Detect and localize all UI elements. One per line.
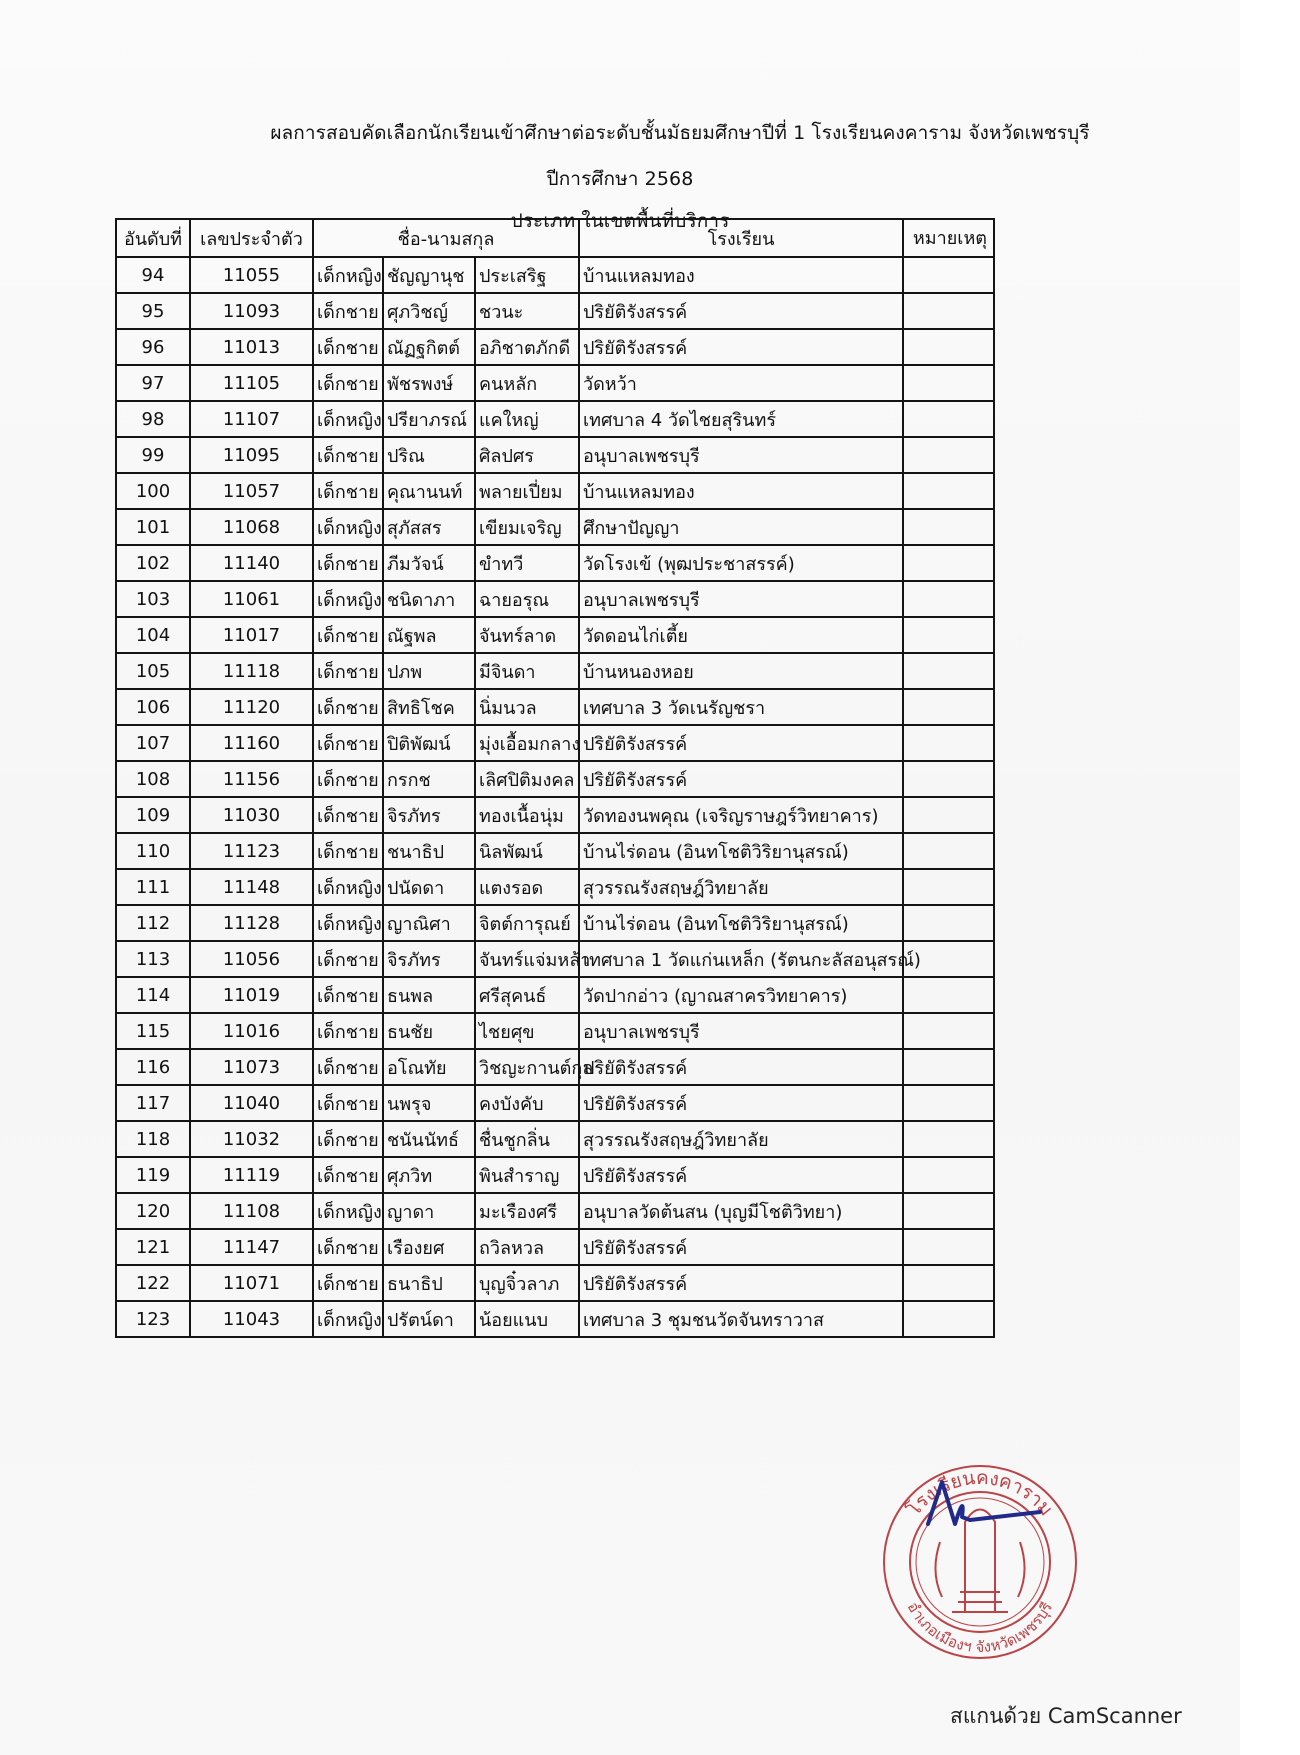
first-name-cell: ญาดา [383, 1193, 475, 1229]
student-id-cell: 11030 [190, 797, 313, 833]
table-row [116, 725, 994, 761]
first-name-cell: ปรียาภรณ์ [383, 401, 475, 437]
first-name-cell: สุภัสสร [383, 509, 475, 545]
last-name-cell: วิชญะกานต์กุล [475, 1049, 579, 1085]
table-row [116, 473, 994, 509]
last-name-cell: เลิศปิติมงคล [475, 761, 579, 797]
rank-cell: 103 [116, 581, 190, 617]
table-row [116, 689, 994, 725]
name-title-cell: เด็กชาย [313, 1157, 383, 1193]
first-name-cell: ปริณ [383, 437, 475, 473]
note-cell [903, 365, 994, 401]
note-cell [903, 257, 994, 293]
results-table [115, 218, 995, 1338]
first-name-cell: อโณทัย [383, 1049, 475, 1085]
name-title-cell: เด็กชาย [313, 473, 383, 509]
note-cell [903, 1265, 994, 1301]
first-name-cell: ธนาธิป [383, 1265, 475, 1301]
school-cell: ปริยัติรังสรรค์ [579, 293, 903, 329]
student-id-cell: 11061 [190, 581, 313, 617]
student-id-cell: 11118 [190, 653, 313, 689]
first-name-cell: ศุภวิชญ์ [383, 293, 475, 329]
note-cell [903, 689, 994, 725]
school-cell: เทศบาล 3 ชุมชนวัดจันทราวาส [579, 1301, 903, 1337]
table-row [116, 905, 994, 941]
note-cell [903, 1193, 994, 1229]
student-id-cell: 11107 [190, 401, 313, 437]
last-name-cell: มีจินดา [475, 653, 579, 689]
seal-bottom-text: อำเภอเมืองฯ จังหวัดเพชรบุรี [903, 1598, 1057, 1657]
note-cell [903, 437, 994, 473]
header-note: หมายเหตุ [903, 219, 994, 257]
note-cell [903, 1121, 994, 1157]
school-cell: ปริยัติรังสรรค์ [579, 329, 903, 365]
note-cell [903, 653, 994, 689]
last-name-cell: ถวิลหวล [475, 1229, 579, 1265]
first-name-cell: ชนันนัทธ์ [383, 1121, 475, 1157]
note-cell [903, 581, 994, 617]
first-name-cell: ชัญญานุช [383, 257, 475, 293]
first-name-cell: ธนพล [383, 977, 475, 1013]
table-row [116, 1085, 994, 1121]
school-cell: วัดทองนพคุณ (เจริญราษฎร์วิทยาคาร) [579, 797, 903, 833]
first-name-cell: นพรุจ [383, 1085, 475, 1121]
table-row [116, 977, 994, 1013]
first-name-cell: จิรภัทร [383, 941, 475, 977]
name-title-cell: เด็กชาย [313, 329, 383, 365]
first-name-cell: พัชรพงษ์ [383, 365, 475, 401]
last-name-cell: พลายเปี่ยม [475, 473, 579, 509]
rank-cell: 121 [116, 1229, 190, 1265]
first-name-cell: เรืองยศ [383, 1229, 475, 1265]
school-cell: อนุบาลเพชรบุรี [579, 437, 903, 473]
name-title-cell: เด็กชาย [313, 1229, 383, 1265]
note-cell [903, 761, 994, 797]
name-title-cell: เด็กหญิง [313, 1193, 383, 1229]
note-cell [903, 545, 994, 581]
rank-cell: 101 [116, 509, 190, 545]
first-name-cell: ปนัดดา [383, 869, 475, 905]
last-name-cell: มุ่งเอื้อมกลาง [475, 725, 579, 761]
name-title-cell: เด็กหญิง [313, 1301, 383, 1337]
student-id-cell: 11120 [190, 689, 313, 725]
first-name-cell: ภีมวัจน์ [383, 545, 475, 581]
rank-cell: 122 [116, 1265, 190, 1301]
name-title-cell: เด็กชาย [313, 365, 383, 401]
rank-cell: 118 [116, 1121, 190, 1157]
table-row [116, 1049, 994, 1085]
rank-cell: 111 [116, 869, 190, 905]
school-cell: เทศบาล 3 วัดเนรัญชรา [579, 689, 903, 725]
rank-cell: 105 [116, 653, 190, 689]
table-row [116, 581, 994, 617]
name-title-cell: เด็กหญิง [313, 401, 383, 437]
last-name-cell: คนหลัก [475, 365, 579, 401]
rank-cell: 95 [116, 293, 190, 329]
last-name-cell: ชวนะ [475, 293, 579, 329]
note-cell [903, 473, 994, 509]
table-row [116, 1193, 994, 1229]
first-name-cell: ชนิดาภา [383, 581, 475, 617]
rank-cell: 112 [116, 905, 190, 941]
first-name-cell: ปรัตน์ดา [383, 1301, 475, 1337]
table-row [116, 1265, 994, 1301]
rank-cell: 100 [116, 473, 190, 509]
school-cell: อนุบาลวัดต้นสน (บุญมีโชติวิทยา) [579, 1193, 903, 1229]
note-cell [903, 509, 994, 545]
student-id-cell: 11013 [190, 329, 313, 365]
note-cell [903, 401, 994, 437]
name-title-cell: เด็กชาย [313, 437, 383, 473]
table-row [116, 1301, 994, 1337]
note-cell [903, 1301, 994, 1337]
table-row [116, 869, 994, 905]
school-cell: บ้านไร่ดอน (อินทโชติวิริยานุสรณ์) [579, 905, 903, 941]
student-id-cell: 11128 [190, 905, 313, 941]
student-id-cell: 11148 [190, 869, 313, 905]
school-cell: ปริยัติรังสรรค์ [579, 725, 903, 761]
name-title-cell: เด็กชาย [313, 1085, 383, 1121]
table-row [116, 257, 994, 293]
table-row [116, 1229, 994, 1265]
name-title-cell: เด็กชาย [313, 1049, 383, 1085]
table-row [116, 761, 994, 797]
rank-cell: 106 [116, 689, 190, 725]
header-school: โรงเรียน [579, 219, 903, 257]
school-cell: เทศบาล 1 วัดแก่นเหล็ก (รัตนกะลัสอนุสรณ์) [579, 941, 903, 977]
rank-cell: 123 [116, 1301, 190, 1337]
rank-cell: 107 [116, 725, 190, 761]
note-cell [903, 833, 994, 869]
rank-cell: 102 [116, 545, 190, 581]
name-title-cell: เด็กชาย [313, 1013, 383, 1049]
school-cell: ปริยัติรังสรรค์ [579, 1229, 903, 1265]
rank-cell: 120 [116, 1193, 190, 1229]
name-title-cell: เด็กชาย [313, 1121, 383, 1157]
note-cell [903, 293, 994, 329]
first-name-cell: ญาณิศา [383, 905, 475, 941]
note-cell [903, 329, 994, 365]
school-cell: ปริยัติรังสรรค์ [579, 1049, 903, 1085]
last-name-cell: พินสำราญ [475, 1157, 579, 1193]
table-row [116, 653, 994, 689]
first-name-cell: จิรภัทร [383, 797, 475, 833]
camscanner-watermark: สแกนด้วย CamScanner [950, 1704, 1182, 1728]
student-id-cell: 11017 [190, 617, 313, 653]
student-id-cell: 11123 [190, 833, 313, 869]
note-cell [903, 905, 994, 941]
note-cell [903, 1013, 994, 1049]
last-name-cell: แคใหญ่ [475, 401, 579, 437]
school-cell: อนุบาลเพชรบุรี [579, 1013, 903, 1049]
last-name-cell: ไชยศุข [475, 1013, 579, 1049]
school-cell: บ้านแหลมทอง [579, 257, 903, 293]
first-name-cell: สิทธิโชค [383, 689, 475, 725]
note-cell [903, 1049, 994, 1085]
student-id-cell: 11095 [190, 437, 313, 473]
table-row [116, 797, 994, 833]
first-name-cell: ชนาธิป [383, 833, 475, 869]
note-cell [903, 977, 994, 1013]
table-row [116, 941, 994, 977]
rank-cell: 119 [116, 1157, 190, 1193]
last-name-cell: ทองเนื้อนุ่ม [475, 797, 579, 833]
student-id-cell: 11056 [190, 941, 313, 977]
rank-cell: 115 [116, 1013, 190, 1049]
last-name-cell: น้อยแนบ [475, 1301, 579, 1337]
name-title-cell: เด็กหญิง [313, 869, 383, 905]
school-cell: เทศบาล 4 วัดไชยสุรินทร์ [579, 401, 903, 437]
last-name-cell: ฉายอรุณ [475, 581, 579, 617]
rank-cell: 109 [116, 797, 190, 833]
student-id-cell: 11071 [190, 1265, 313, 1301]
note-cell [903, 1085, 994, 1121]
name-title-cell: เด็กชาย [313, 1265, 383, 1301]
student-id-cell: 11156 [190, 761, 313, 797]
category-subtitle: ประเภท ในเขตพื้นที่บริการ [510, 210, 730, 232]
last-name-cell: ชื่นชูกลิ่น [475, 1121, 579, 1157]
rank-cell: 114 [116, 977, 190, 1013]
rank-cell: 94 [116, 257, 190, 293]
school-cell: สุวรรณรังสฤษฎ์วิทยาลัย [579, 1121, 903, 1157]
rank-cell: 113 [116, 941, 190, 977]
name-title-cell: เด็กชาย [313, 833, 383, 869]
table-row [116, 1157, 994, 1193]
school-cell: วัดโรงเข้ (พุฒประชาสรรค์) [579, 545, 903, 581]
rank-cell: 108 [116, 761, 190, 797]
student-id-cell: 11068 [190, 509, 313, 545]
first-name-cell: ศุภวิท [383, 1157, 475, 1193]
last-name-cell: จันทร์ลาด [475, 617, 579, 653]
header-student-id: เลขประจำตัว [190, 219, 313, 257]
student-id-cell: 11043 [190, 1301, 313, 1337]
note-cell [903, 1157, 994, 1193]
name-title-cell: เด็กหญิง [313, 905, 383, 941]
last-name-cell: จิตต์การุณย์ [475, 905, 579, 941]
rank-cell: 110 [116, 833, 190, 869]
first-name-cell: ณัฏฐกิตต์ [383, 329, 475, 365]
school-cell: อนุบาลเพชรบุรี [579, 581, 903, 617]
last-name-cell: อภิชาตภักดี [475, 329, 579, 365]
name-title-cell: เด็กชาย [313, 617, 383, 653]
school-cell: ศึกษาปัญญา [579, 509, 903, 545]
name-title-cell: เด็กหญิง [313, 581, 383, 617]
last-name-cell: คงบังคับ [475, 1085, 579, 1121]
student-id-cell: 11105 [190, 365, 313, 401]
name-title-cell: เด็กหญิง [313, 257, 383, 293]
table-row [116, 509, 994, 545]
last-name-cell: นิ่มนวล [475, 689, 579, 725]
name-title-cell: เด็กหญิง [313, 509, 383, 545]
school-cell: บ้านไร่ดอน (อินทโชติวิริยานุสรณ์) [579, 833, 903, 869]
name-title-cell: เด็กชาย [313, 761, 383, 797]
document-title: ผลการสอบคัดเลือกนักเรียนเข้าศึกษาต่อระดับชั้นมัธยมศึกษาปีที่ 1 โรงเรียนคงคาราม จังหวัดเพชรบุรี [270, 122, 1090, 144]
school-cell: ปริยัติรังสรรค์ [579, 761, 903, 797]
first-name-cell: กรกช [383, 761, 475, 797]
table-row [116, 617, 994, 653]
student-id-cell: 11119 [190, 1157, 313, 1193]
last-name-cell: แตงรอด [475, 869, 579, 905]
table-row [116, 437, 994, 473]
student-id-cell: 11160 [190, 725, 313, 761]
table-row [116, 1013, 994, 1049]
name-title-cell: เด็กชาย [313, 689, 383, 725]
name-title-cell: เด็กชาย [313, 545, 383, 581]
note-cell [903, 797, 994, 833]
header-name: ชื่อ-นามสกุล [313, 219, 579, 257]
school-cell: วัดหว้า [579, 365, 903, 401]
table-row [116, 365, 994, 401]
table-row [116, 1121, 994, 1157]
rank-cell: 104 [116, 617, 190, 653]
last-name-cell: ศรีสุคนธ์ [475, 977, 579, 1013]
last-name-cell: มะเรืองศรี [475, 1193, 579, 1229]
first-name-cell: ณัฐพล [383, 617, 475, 653]
last-name-cell: ขำทวี [475, 545, 579, 581]
table-row [116, 833, 994, 869]
last-name-cell: เขียมเจริญ [475, 509, 579, 545]
table-row [116, 329, 994, 365]
table-row [116, 293, 994, 329]
student-id-cell: 11147 [190, 1229, 313, 1265]
school-cell: วัดดอนไก่เตี้ย [579, 617, 903, 653]
rank-cell: 96 [116, 329, 190, 365]
rank-cell: 99 [116, 437, 190, 473]
table-row [116, 401, 994, 437]
rank-cell: 98 [116, 401, 190, 437]
rank-cell: 97 [116, 365, 190, 401]
student-id-cell: 11093 [190, 293, 313, 329]
student-id-cell: 11040 [190, 1085, 313, 1121]
note-cell [903, 617, 994, 653]
student-id-cell: 11055 [190, 257, 313, 293]
name-title-cell: เด็กชาย [313, 797, 383, 833]
last-name-cell: นิลพัฒน์ [475, 833, 579, 869]
rank-cell: 116 [116, 1049, 190, 1085]
school-cell: ปริยัติรังสรรค์ [579, 1157, 903, 1193]
school-cell: สุวรรณรังสฤษฎ์วิทยาลัย [579, 869, 903, 905]
first-name-cell: คุณานนท์ [383, 473, 475, 509]
student-id-cell: 11032 [190, 1121, 313, 1157]
first-name-cell: ธนชัย [383, 1013, 475, 1049]
name-title-cell: เด็กชาย [313, 977, 383, 1013]
last-name-cell: บุญจิ๋วลาภ [475, 1265, 579, 1301]
rank-cell: 117 [116, 1085, 190, 1121]
first-name-cell: ปิติพัฒน์ [383, 725, 475, 761]
table-header-row [116, 219, 994, 257]
student-id-cell: 11057 [190, 473, 313, 509]
seal-top-text: โรงเรียนคงคาราม [902, 1466, 1058, 1521]
note-cell [903, 869, 994, 905]
school-cell: ปริยัติรังสรรค์ [579, 1265, 903, 1301]
last-name-cell: จันทร์แจ่มหล้า [475, 941, 579, 977]
student-id-cell: 11108 [190, 1193, 313, 1229]
note-cell [903, 725, 994, 761]
name-title-cell: เด็กชาย [313, 653, 383, 689]
last-name-cell: ศิลปศร [475, 437, 579, 473]
note-cell [903, 1229, 994, 1265]
header-rank: อันดับที่ [116, 219, 190, 257]
first-name-cell: ปภพ [383, 653, 475, 689]
student-id-cell: 11073 [190, 1049, 313, 1085]
student-id-cell: 11016 [190, 1013, 313, 1049]
table-row [116, 545, 994, 581]
name-title-cell: เด็กชาย [313, 293, 383, 329]
student-id-cell: 11019 [190, 977, 313, 1013]
school-cell: บ้านหนองหอย [579, 653, 903, 689]
school-cell: ปริยัติรังสรรค์ [579, 1085, 903, 1121]
student-id-cell: 11140 [190, 545, 313, 581]
school-cell: วัดปากอ่าว (ญาณสาครวิทยาคาร) [579, 977, 903, 1013]
last-name-cell: ประเสริฐ [475, 257, 579, 293]
school-cell: บ้านแหลมทอง [579, 473, 903, 509]
name-title-cell: เด็กชาย [313, 725, 383, 761]
academic-year: ปีการศึกษา 2568 [546, 168, 694, 190]
name-title-cell: เด็กชาย [313, 941, 383, 977]
